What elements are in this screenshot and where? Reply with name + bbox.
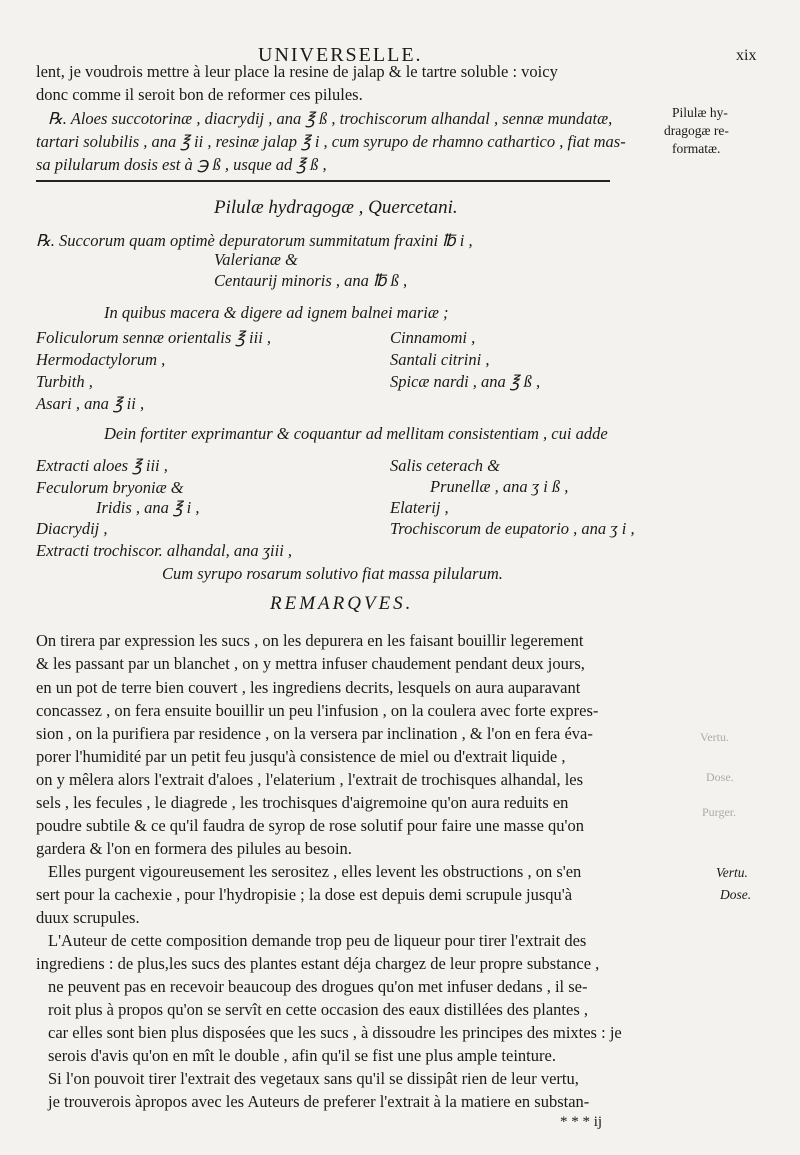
ingredient-left-4: Asari , ana ℥ ii , xyxy=(36,394,145,413)
body-line-11: Elles purgent vigoureusement les serositez , elles levent les obstructions , on s'en xyxy=(48,862,582,881)
body-line-18: car elles sont bien plus disposées que les sucs , à dissoudre les principes des mixtes : je xyxy=(48,1023,622,1042)
body-line-1: On tirera par expression les sucs , on les depurera en les faisant bouillir legerement xyxy=(36,631,584,650)
section-title: Pilulæ hydragogæ , Quercetani. xyxy=(214,197,458,218)
ingredient2-left-1: Extracti aloes ℥ iii , xyxy=(36,456,168,475)
body-line-4: concassez , on fera ensuite bouillir un peu l'infusion , on la coulera avec forte expres- xyxy=(36,701,599,720)
ingredient2-right-3: Elaterij , xyxy=(390,498,449,517)
body-line-10: gardera & l'on en formera des pilules au besoin. xyxy=(36,839,352,858)
ingredient-right-3: Spicæ nardi , ana ℥ ß , xyxy=(390,372,541,391)
body-line-3: en un pot de terre bien couvert , les ingrediens decrits, lesquels on aura auparavant xyxy=(36,678,581,697)
body-line-12: sert pour la cachexie , pour l'hydropisie ; la dose est depuis demi scrupule jusqu'à xyxy=(36,885,573,904)
ingredient2-right-4: Trochiscorum de eupatorio , ana ʒ i , xyxy=(390,519,635,538)
ingredient2-left-3: Iridis , ana ℥ i , xyxy=(96,498,200,517)
body-line-15: ingrediens : de plus,les sucs des plantes estant déja chargez de leur propre substance , xyxy=(36,954,600,973)
bleed-text-2: Dose. xyxy=(706,770,734,784)
ingredient-right-1: Cinnamomi , xyxy=(390,328,476,347)
body-line-16: ne peuvent pas en recevoir beaucoup des drogues qu'on met infuser dedans , il se- xyxy=(48,977,588,996)
body-line-5: sion , on la purifiera par residence , on la versera par inclination , & l'on en fera éva- xyxy=(36,724,593,743)
section-rule xyxy=(36,180,610,182)
margin-vertu: Vertu. xyxy=(716,865,748,880)
recipe1-line-1: ℞. Aloes succotorinæ , diacrydij , ana ℥ ß , trochiscorum alhandal , sennæ mundatæ, xyxy=(48,109,613,128)
recipe1-line-2: tartari solubilis , ana ℥ ii , resinæ jalap ℥ i , cum syrupo de rhamno cathartico , fiat mas- xyxy=(36,132,626,151)
body-line-8: sels , les fecules , le diagrede , les trochisques d'aigremoine qu'on aura reduits en xyxy=(36,793,569,812)
margin-dose: Dose. xyxy=(720,887,752,902)
body-line-9: poudre subtile & ce qu'il faudra de syrop de rose solutif pour faire une masse qu'on xyxy=(36,816,585,835)
running-head: UNIVERSELLE. xyxy=(258,44,423,66)
body-line-19: serois d'avis qu'on en mît le double , afin qu'il se fist une plus ample teinture. xyxy=(48,1046,556,1065)
recipe2-line-1: ℞. Succorum quam optimè depuratorum summitatum fraxini ℔ i , xyxy=(36,231,473,250)
cum-line: Cum syrupo rosarum solutivo fiat massa pilularum. xyxy=(162,564,503,583)
recipe1-line-3: sa pilularum dosis est à ℈ ß , usque ad ℥ ß , xyxy=(36,155,327,174)
ingredient-right-2: Santali citrini , xyxy=(390,350,490,369)
ingredient-left-3: Turbith , xyxy=(36,372,93,391)
intro-line-2: donc comme il seroit bon de reformer ces pilules. xyxy=(36,85,363,104)
body-line-21: je trouverois àpropos avec les Auteurs de preferer l'extrait à la matiere en substan- xyxy=(48,1092,590,1111)
body-line-14: L'Auteur de cette composition demande trop peu de liqueur pour tirer l'extrait des xyxy=(48,931,587,950)
recipe2-line-4: In quibus macera & digere ad ignem balnei mariæ ; xyxy=(104,303,449,322)
body-line-20: Si l'on pouvoit tirer l'extrait des vegetaux sans qu'il se dissipât rien de leur vertu, xyxy=(48,1069,579,1088)
remarques-title: REMARQVES. xyxy=(270,593,414,614)
ingredient2-left-5: Extracti trochiscor. alhandal, ana ʒiii , xyxy=(36,541,293,560)
ingredient2-right-2: Prunellæ , ana ʒ i ß , xyxy=(430,477,569,496)
body-line-6: porer l'humidité par un petit feu jusqu'à consistence de miel ou d'extrait liquide , xyxy=(36,747,566,766)
ingredient-left-2: Hermodactylorum , xyxy=(36,350,166,369)
bleed-text-1: Vertu. xyxy=(700,730,729,744)
ingredient2-left-4: Diacrydij , xyxy=(36,519,108,538)
recipe2-line-3: Centaurij minoris , ana ℔ ß , xyxy=(214,271,408,290)
dein-line: Dein fortiter exprimantur & coquantur ad mellitam consistentiam , cui adde xyxy=(104,424,608,443)
ingredient2-right-1: Salis ceterach & xyxy=(390,456,500,475)
page-number: xix xyxy=(736,47,757,64)
body-line-2: & les passant par un blanchet , on y mettra infuser chaudement pendant deux jours, xyxy=(36,654,585,673)
margin-note-3: formatæ. xyxy=(672,141,721,156)
recipe2-line-2: Valerianæ & xyxy=(214,250,298,269)
signature-mark: * * * ij xyxy=(560,1114,603,1130)
ingredient2-left-2: Feculorum bryoniæ & xyxy=(36,478,184,497)
body-line-17: roit plus à propos qu'on se servît en cette occasion des eaux distillées des plantes , xyxy=(48,1000,589,1019)
body-line-7: on y mêlera alors l'extrait d'aloes , l'elaterium , l'extrait de trochisques alhandal, les xyxy=(36,770,584,789)
ingredient-left-1: Foliculorum sennæ orientalis ℥ iii , xyxy=(36,328,272,347)
intro-line-1: lent, je voudrois mettre à leur place la resine de jalap & le tartre soluble : voicy xyxy=(36,62,558,81)
margin-note-1: Pilulæ hy- xyxy=(672,105,728,120)
bleed-text-3: Purger. xyxy=(702,805,737,819)
body-line-13: duux scrupules. xyxy=(36,908,140,927)
margin-note-2: dragogæ re- xyxy=(664,123,729,138)
